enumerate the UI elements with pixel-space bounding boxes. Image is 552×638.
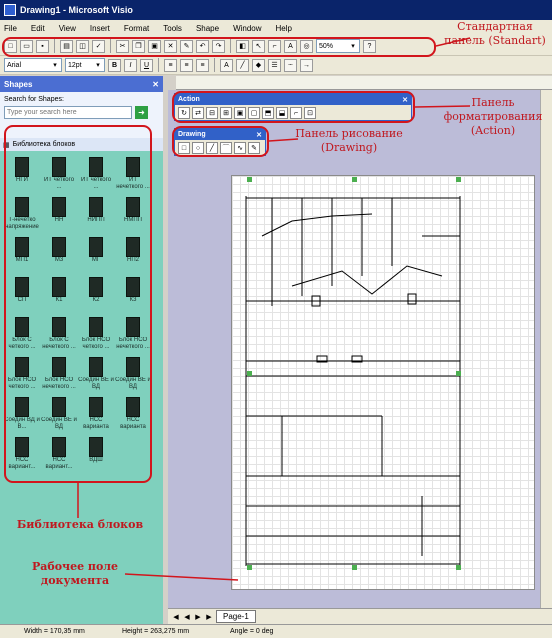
page-tab-bar	[168, 608, 552, 624]
close-icon[interactable]: ✕	[152, 79, 159, 89]
save-icon[interactable]: ▪	[36, 40, 49, 53]
menu-edit[interactable]: Edit	[30, 24, 45, 33]
pencil-tool-icon[interactable]: ✎	[248, 142, 260, 154]
menu-window[interactable]: Window	[233, 24, 262, 33]
block-label: НСС варианта	[83, 417, 109, 430]
block-label: Соедин ВЕ и ВД	[115, 377, 151, 390]
first-page-icon[interactable]: ◀	[173, 613, 179, 621]
prev-page-icon[interactable]: ◀	[184, 613, 190, 621]
menu-file[interactable]: File	[4, 24, 17, 33]
block-label: ВДШ	[89, 457, 103, 463]
block-label: Т-нечетко напряжение	[5, 217, 39, 230]
line-tool-icon[interactable]: ╱	[206, 142, 218, 154]
undo-icon[interactable]: ↶	[196, 40, 209, 53]
open-icon[interactable]: ▭	[20, 40, 33, 53]
fill-color-icon[interactable]: ◆	[252, 59, 265, 72]
status-bar	[0, 624, 552, 638]
block-label: К3	[129, 297, 137, 303]
ungroup-icon[interactable]: ▢	[248, 107, 260, 119]
send-back-icon[interactable]: ⬓	[276, 107, 288, 119]
close-icon[interactable]: ✕	[402, 96, 408, 104]
callout-line	[125, 574, 238, 580]
block-label: ИТ четкого ...	[43, 177, 75, 190]
block-label: НИПП	[87, 217, 105, 223]
menu-shape[interactable]: Shape	[195, 24, 220, 33]
block-label: Блок НСО четкого ...	[81, 337, 111, 350]
block-label: К2	[92, 297, 100, 303]
distribute-icon[interactable]: ⊞	[220, 107, 232, 119]
block-label: МП1	[15, 257, 29, 263]
cut-icon[interactable]: ✂	[116, 40, 129, 53]
block-label: К1	[55, 297, 63, 303]
menu-tools[interactable]: Tools	[163, 24, 182, 33]
font-value: Arial	[7, 61, 22, 69]
text-tool-icon[interactable]: A	[284, 40, 297, 53]
spelling-icon[interactable]: ✓	[92, 40, 105, 53]
new-icon[interactable]: □	[4, 40, 17, 53]
drawing-toolbar-title: Drawing	[178, 131, 206, 138]
menu-view[interactable]: View	[58, 24, 76, 33]
annotation-drawing: Панель рисование (Drawing)	[295, 127, 403, 154]
menu-insert[interactable]: Insert	[89, 24, 110, 33]
paste-icon[interactable]: ▣	[148, 40, 161, 53]
block-label: НСС варианта	[120, 417, 146, 430]
block-label: Блок НСО нечеткого ...	[42, 377, 76, 390]
rectangle-tool-icon[interactable]: □	[178, 142, 190, 154]
format-painter-icon[interactable]: ✎	[180, 40, 193, 53]
chevron-down-icon: ▾	[351, 43, 355, 50]
chevron-down-icon: ▾	[53, 62, 57, 69]
block-label: Блок НСО четкого ...	[7, 377, 37, 390]
help-icon[interactable]: ?	[363, 40, 376, 53]
stamp-icon[interactable]: ◎	[300, 40, 313, 53]
block-label: Соедин ВЕ и ВД	[78, 377, 114, 390]
stencil-icon: ▦	[3, 141, 10, 149]
annotation-format: Панель форматирования (Action)	[443, 96, 543, 137]
align-right-icon[interactable]: ≡	[196, 59, 209, 72]
print-icon[interactable]: ▤	[60, 40, 73, 53]
block-label: НМПП	[124, 217, 142, 223]
block-label: Блок С нечеткого ...	[42, 337, 76, 350]
rotate-icon[interactable]: ↻	[178, 107, 190, 119]
block-label: М3	[54, 257, 64, 263]
arc-tool-icon[interactable]: ⌒	[220, 142, 232, 154]
pointer-tool-icon[interactable]: ↖	[252, 40, 265, 53]
connect-icon[interactable]: ⌐	[290, 107, 302, 119]
status-height: Height = 263,275 mm	[122, 628, 190, 635]
font-size-value: 12pt	[68, 61, 82, 69]
search-go-button[interactable]: ➜	[135, 106, 148, 119]
block-label: Блок С четкого ...	[8, 337, 36, 350]
block-label: Блок НСО нечеткого ...	[116, 337, 150, 350]
underline-icon[interactable]: U	[140, 59, 153, 72]
shapes-icon[interactable]: ◧	[236, 40, 249, 53]
block-label: СП	[17, 297, 27, 303]
line-color-icon[interactable]: ╱	[236, 59, 249, 72]
block-label: МГ	[91, 257, 101, 263]
block-label: НП2	[127, 257, 139, 263]
align-left-icon[interactable]: ≡	[164, 59, 177, 72]
zoom-value: 50%	[319, 42, 334, 50]
close-icon[interactable]: ✕	[256, 131, 262, 139]
block-label: НН	[54, 217, 64, 223]
layout-icon[interactable]: ⊡	[304, 107, 316, 119]
tab-page-1[interactable]: Page-1	[216, 610, 256, 623]
copy-icon[interactable]: ❐	[132, 40, 145, 53]
bold-icon[interactable]: B	[108, 59, 121, 72]
block-label: НГИ	[16, 177, 28, 183]
block-label: НСС вариант...	[8, 457, 36, 470]
action-toolbar-title: Action	[178, 96, 200, 103]
last-page-icon[interactable]: ▶	[206, 613, 212, 621]
next-page-icon[interactable]: ▶	[195, 613, 201, 621]
font-color-icon[interactable]: A	[220, 59, 233, 72]
status-width: Width = 170,35 mm	[24, 628, 85, 635]
block-label: Соедин ВД и В...	[4, 417, 40, 430]
annotation-workspace: Рабочее поле документа	[31, 560, 119, 587]
preview-icon[interactable]: ◫	[76, 40, 89, 53]
block-label: Соедин ВЕ и ВД	[41, 417, 77, 430]
block-label: ИТ четкого ...	[80, 177, 112, 190]
annotation-standard: Стандартная панель (Standart)	[444, 20, 546, 47]
bring-front-icon[interactable]: ⬒	[262, 107, 274, 119]
flip-icon[interactable]: ⇄	[192, 107, 204, 119]
block-label: ИТ нечеткого ...	[116, 177, 150, 190]
line-ends-icon[interactable]: →	[300, 59, 313, 72]
connector-tool-icon[interactable]: ⌐	[268, 40, 281, 53]
stencil-title: Библиотека блоков	[12, 141, 76, 148]
search-label: Search for Shapes:	[4, 96, 64, 103]
block-label: НСС вариант...	[45, 457, 73, 470]
annotation-library: Библиотека блоков	[16, 518, 144, 531]
chevron-down-icon: ▾	[96, 62, 100, 69]
line-weight-icon[interactable]: ☰	[268, 59, 281, 72]
menu-format[interactable]: Format	[123, 24, 150, 33]
delete-icon[interactable]: ✕	[164, 40, 177, 53]
group-icon[interactable]: ▣	[234, 107, 246, 119]
align-icon[interactable]: ⊟	[206, 107, 218, 119]
freeform-tool-icon[interactable]: ∿	[234, 142, 246, 154]
align-center-icon[interactable]: ≡	[180, 59, 193, 72]
redo-icon[interactable]: ↷	[212, 40, 225, 53]
menu-help[interactable]: Help	[275, 24, 292, 33]
ellipse-tool-icon[interactable]: ○	[192, 142, 204, 154]
shapes-panel-title: Shapes	[4, 79, 33, 89]
status-angle: Angle = 0 deg	[230, 628, 274, 635]
line-pattern-icon[interactable]: ┄	[284, 59, 297, 72]
window-title: Drawing1 - Microsoft Visio	[20, 5, 133, 15]
italic-icon[interactable]: I	[124, 59, 137, 72]
